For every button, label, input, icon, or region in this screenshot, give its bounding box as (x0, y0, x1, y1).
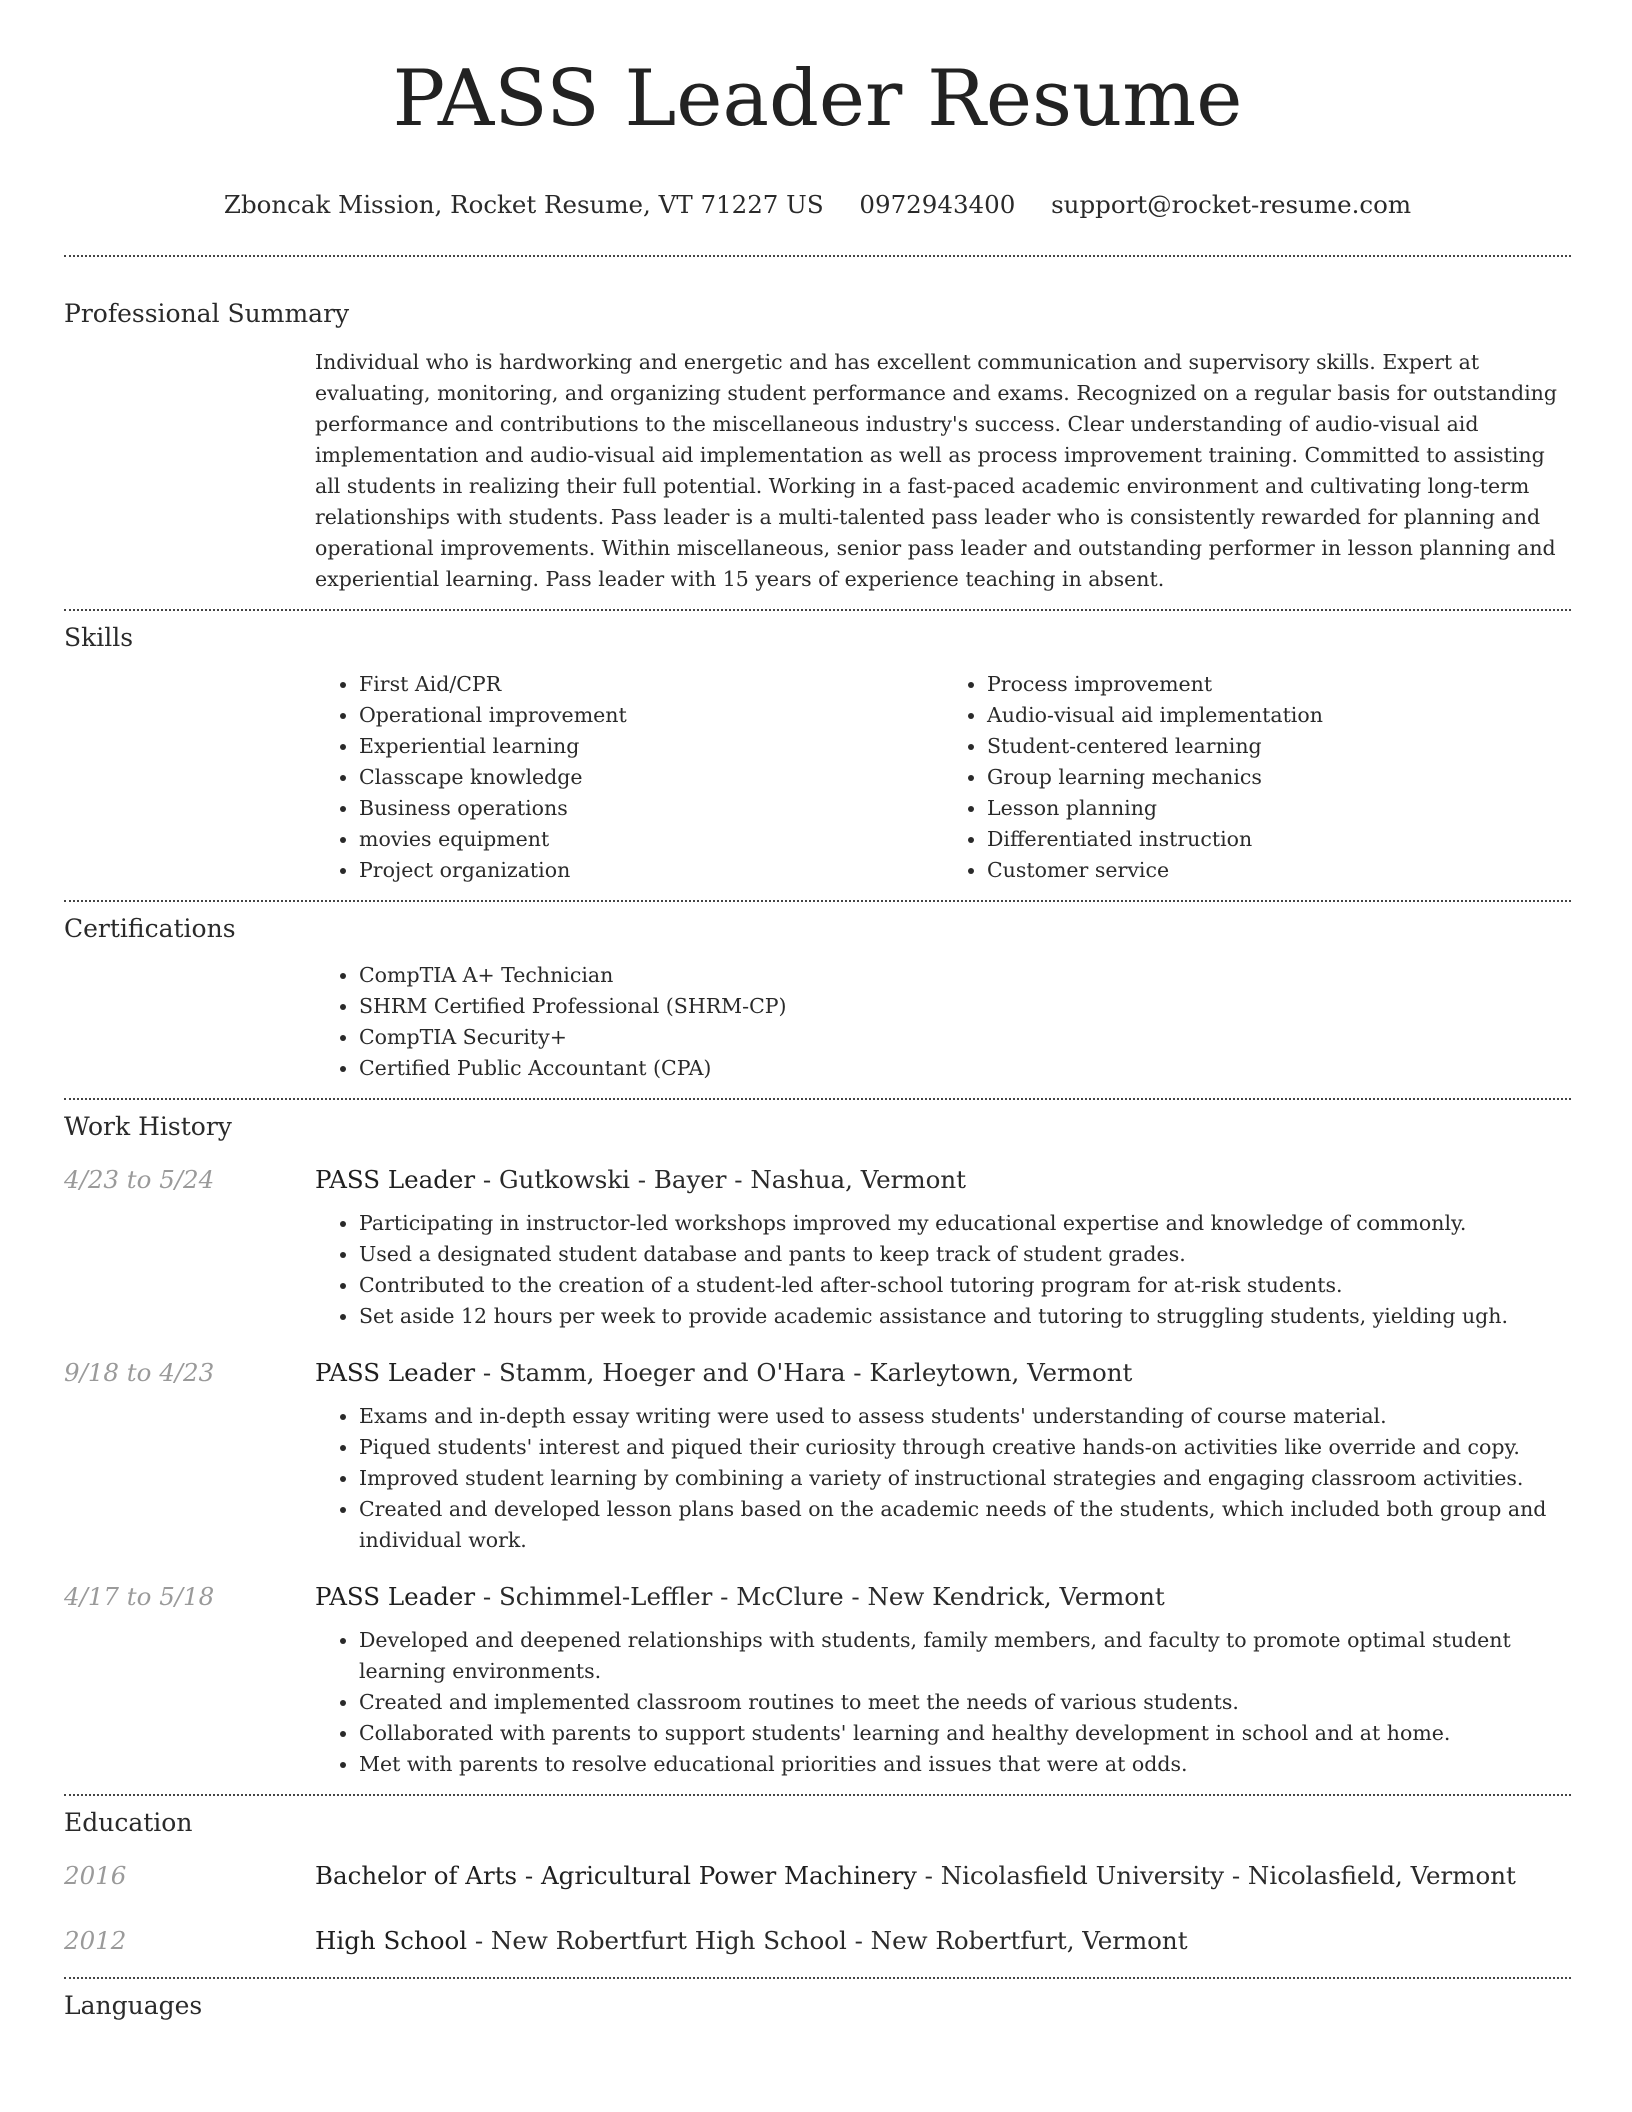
skills-list (315, 669, 1571, 886)
education-title (315, 1926, 1188, 1955)
job-role: PASS Leader (315, 1165, 476, 1195)
job-bullets (315, 1208, 1571, 1332)
job-bullets (315, 1401, 1571, 1556)
job-entry (64, 1165, 1571, 1194)
education-entry (64, 1861, 1571, 1890)
section-title-certifications: Certifications (64, 914, 236, 944)
contact-line (64, 190, 1571, 219)
divider (64, 1977, 1571, 1979)
section-title-skills: Skills (64, 623, 134, 653)
list-item: • SHRM Certified Professional (SHRM-CP) (359, 991, 1571, 1022)
job-entry (64, 1358, 1571, 1387)
list-item: • Customer service (987, 855, 1571, 886)
address: Zboncak Mission, Rocket Resume, VT 71227 US (223, 190, 824, 220)
list-item: • movies equipment (359, 824, 943, 855)
phone: 0972943400 (859, 190, 1016, 220)
list-item: • Group learning mechanics (987, 762, 1571, 793)
certifications-list (315, 960, 1571, 1084)
summary-text: Individual who is hardworking and energetic and has excellent communication and supervisory skills. Expert at evaluating, monitoring, and organizing student performance and exams. Recognized on a regular basis for outstanding performance and contributions to the miscellaneous industry's success. Clear understanding of audio-visual aid implementation and audio-visual aid implementation as well as process improvement training. Committed to assisting all students in realizing their full potential. Working in a fast-paced academic environment and cultivating long-term relationships with students. Pass leader is a multi-talented pass leader who is consistently rewarded for planning and operational improvements. Within miscellaneous, senior pass leader and outstanding performer in lesson planning and experiential learning. Pass leader with 15 years of experience teaching in absent. (315, 350, 1558, 592)
job-title (315, 1165, 966, 1194)
divider (64, 609, 1571, 611)
degree: Bachelor of Arts - Agricultural Power Machinery (315, 1861, 917, 1891)
list-item: • Set aside 12 hours per week to provide academic assistance and tutoring to struggling students, yielding ugh. (359, 1301, 1571, 1332)
job-bullets (315, 1625, 1571, 1780)
divider (64, 255, 1571, 257)
list-item: • Project organization (359, 855, 943, 886)
list-item: • Lesson planning (987, 793, 1571, 824)
list-item: • Student-centered learning (987, 731, 1571, 762)
education-entry (64, 1926, 1571, 1955)
list-item: • Audio-visual aid implementation (987, 700, 1571, 731)
degree: High School (315, 1926, 468, 1956)
job-employer: - Gutkowski - Bayer - Nashua, Vermont (475, 1165, 966, 1195)
list-item: • Piqued students' interest and piqued their curiosity through creative hands-on activities like override and copy. (359, 1432, 1571, 1463)
list-item: • Exams and in-depth essay writing were used to assess students' understanding of course material. (359, 1401, 1571, 1432)
divider (64, 900, 1571, 902)
list-item: • Used a designated student database and pants to keep track of student grades. (359, 1239, 1571, 1270)
skills-column-left (315, 669, 943, 886)
job-date: 4/23 to 5/24 (64, 1165, 215, 1195)
list-item: • Operational improvement (359, 700, 943, 731)
job-employer: - Schimmel-Leffler - McClure - New Kendrick, Vermont (475, 1582, 1165, 1612)
list-item: • Collaborated with parents to support students' learning and healthy development in school and at home. (359, 1718, 1571, 1749)
list-item: • Improved student learning by combining a variety of instructional strategies and engaging classroom activities. (359, 1463, 1571, 1494)
divider (64, 1098, 1571, 1100)
section-title-languages: Languages (64, 1991, 203, 2021)
list-item: • Created and implemented classroom routines to meet the needs of various students. (359, 1687, 1571, 1718)
email: support@rocket-resume.com (1051, 190, 1412, 220)
skills-column-right (943, 669, 1571, 886)
divider (64, 1794, 1571, 1796)
education-title (315, 1861, 1516, 1890)
education-date: 2012 (64, 1926, 127, 1956)
list-item: • CompTIA A+ Technician (359, 960, 1571, 991)
school: - Nicolasfield University - Nicolasfield, Vermont (916, 1861, 1516, 1891)
list-item: • CompTIA Security+ (359, 1022, 1571, 1053)
list-item: • Created and developed lesson plans based on the academic needs of the students, which included both group and individual work. (359, 1494, 1571, 1556)
page-title: PASS Leader Resume (392, 54, 1243, 144)
list-item: • Business operations (359, 793, 943, 824)
job-title (315, 1358, 1132, 1387)
job-entry (64, 1582, 1571, 1611)
list-item: • First Aid/CPR (359, 669, 943, 700)
list-item: • Certified Public Accountant (CPA) (359, 1053, 1571, 1084)
job-role: PASS Leader (315, 1358, 476, 1388)
resume-page (64, 0, 1571, 2020)
school: - New Robertfurt High School - New Robertfurt, Vermont (467, 1926, 1188, 1956)
list-item: • Experiential learning (359, 731, 943, 762)
list-item: • Classcape knowledge (359, 762, 943, 793)
section-title-education: Education (64, 1808, 193, 1838)
job-title (315, 1582, 1165, 1611)
job-employer: - Stamm, Hoeger and O'Hara - Karleytown, Vermont (475, 1358, 1133, 1388)
section-title-summary: Professional Summary (64, 299, 350, 329)
job-date: 9/18 to 4/23 (64, 1358, 215, 1388)
job-date: 4/17 to 5/18 (64, 1582, 215, 1612)
education-date: 2016 (64, 1861, 127, 1891)
section-title-work-history: Work History (64, 1112, 232, 1142)
list-item: • Process improvement (987, 669, 1571, 700)
list-item: • Met with parents to resolve educational priorities and issues that were at odds. (359, 1749, 1571, 1780)
list-item: • Differentiated instruction (987, 824, 1571, 855)
list-item: • Participating in instructor-led workshops improved my educational expertise and knowledge of commonly. (359, 1208, 1571, 1239)
list-item: • Contributed to the creation of a student-led after-school tutoring program for at-risk students. (359, 1270, 1571, 1301)
list-item: • Developed and deepened relationships with students, family members, and faculty to promote optimal student learning environments. (359, 1625, 1571, 1687)
job-role: PASS Leader (315, 1582, 476, 1612)
